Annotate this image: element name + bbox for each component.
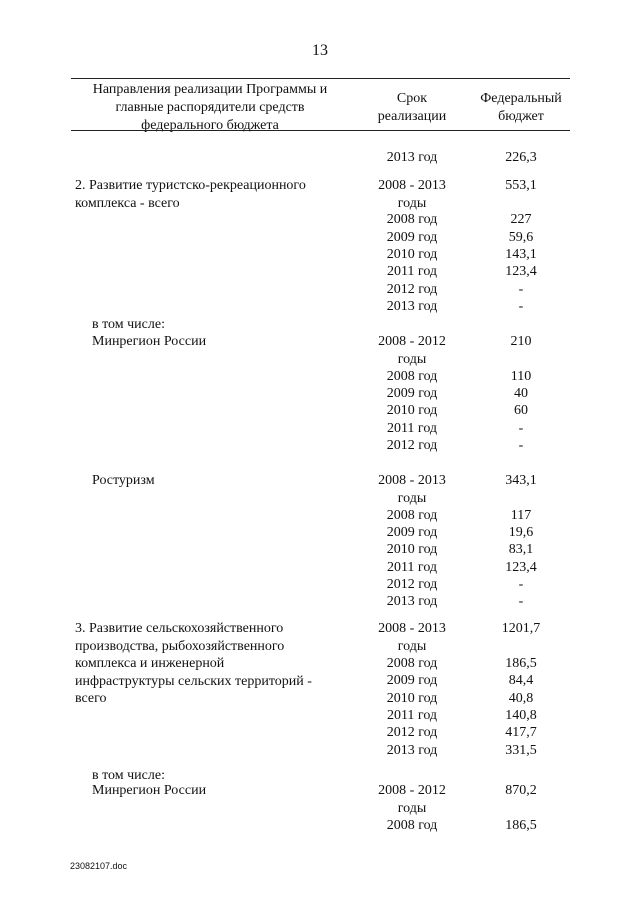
row-5-federal-budget: 123,4 <box>505 264 537 279</box>
row-8-direction: в том числе: <box>92 317 165 332</box>
page-number: 13 <box>312 42 328 59</box>
row-16-federal-budget: 117 <box>510 508 532 523</box>
row-27-period: 2012 год <box>386 725 438 740</box>
row-9-period: 2008 - 2012 годы <box>378 334 446 367</box>
row-4-federal-budget: 143,1 <box>505 247 537 262</box>
row-28-federal-budget: 331,5 <box>505 743 537 758</box>
row-3-federal-budget: 59,6 <box>508 230 534 245</box>
row-31-federal-budget: 186,5 <box>505 818 537 833</box>
row-12-period: 2010 год <box>386 403 438 418</box>
row-20-period: 2012 год <box>386 577 438 592</box>
row-4-period: 2010 год <box>386 247 438 262</box>
row-10-period: 2008 год <box>386 369 438 384</box>
row-28-period: 2013 год <box>386 743 438 758</box>
row-29-direction: в том числе: <box>92 768 165 783</box>
row-25-federal-budget: 40,8 <box>508 691 534 706</box>
header-federal-budget: Федеральный бюджет <box>480 91 562 124</box>
row-30-period: 2008 - 2012 годы <box>378 783 446 816</box>
row-26-period: 2011 год <box>386 708 438 723</box>
header-directions: Направления реализации Программы и главные распорядители средств федерального бюджета <box>92 82 328 133</box>
row-9-federal-budget: 210 <box>510 334 532 349</box>
row-30-federal-budget: 870,2 <box>505 783 537 798</box>
row-6-federal-budget: - <box>518 282 524 297</box>
row-1-direction: 2. Развитие туристско-рекреационного комплекса - всего <box>75 178 306 211</box>
row-5-period: 2011 год <box>386 264 438 279</box>
row-7-period: 2013 год <box>386 299 438 314</box>
row-0-federal-budget: 226,3 <box>505 150 537 165</box>
row-22-direction: 3. Развитие сельскохозяйственного производства, рыбохозяйственного комплекса и инженерной инфраструктуры сельских территорий - всего <box>75 621 312 706</box>
row-24-period: 2009 год <box>386 673 438 688</box>
row-10-federal-budget: 110 <box>510 369 532 384</box>
row-21-federal-budget: - <box>518 594 524 609</box>
row-22-federal-budget: 1201,7 <box>501 621 541 636</box>
row-22-period: 2008 - 2013 годы <box>378 621 446 654</box>
row-25-period: 2010 год <box>386 691 438 706</box>
row-21-period: 2013 год <box>386 594 438 609</box>
row-18-period: 2010 год <box>386 542 438 557</box>
row-30-direction: Минрегион России <box>92 783 207 798</box>
row-1-period: 2008 - 2013 годы <box>378 178 446 211</box>
row-31-period: 2008 год <box>386 818 438 833</box>
row-7-federal-budget: - <box>518 299 524 314</box>
row-20-federal-budget: - <box>518 577 524 592</box>
row-12-federal-budget: 60 <box>514 403 528 418</box>
row-2-federal-budget: 227 <box>510 212 532 227</box>
row-1-federal-budget: 553,1 <box>505 178 537 193</box>
row-11-period: 2009 год <box>386 386 438 401</box>
row-15-federal-budget: 343,1 <box>505 473 537 488</box>
row-23-period: 2008 год <box>386 656 438 671</box>
header-period: Срок реализации <box>377 91 447 124</box>
footer-filename: 23082107.doc <box>70 861 128 871</box>
row-23-federal-budget: 186,5 <box>505 656 537 671</box>
row-15-period: 2008 - 2013 годы <box>378 473 446 506</box>
row-17-federal-budget: 19,6 <box>508 525 534 540</box>
row-13-federal-budget: - <box>518 421 524 436</box>
row-19-federal-budget: 123,4 <box>505 560 537 575</box>
row-14-period: 2012 год <box>386 438 438 453</box>
row-16-period: 2008 год <box>386 508 438 523</box>
row-9-direction: Минрегион России <box>92 334 207 349</box>
row-15-direction: Ростуризм <box>92 473 155 488</box>
row-19-period: 2011 год <box>386 560 438 575</box>
row-17-period: 2009 год <box>386 525 438 540</box>
row-14-federal-budget: - <box>518 438 524 453</box>
row-26-federal-budget: 140,8 <box>505 708 537 723</box>
row-24-federal-budget: 84,4 <box>508 673 534 688</box>
row-27-federal-budget: 417,7 <box>505 725 537 740</box>
row-3-period: 2009 год <box>386 230 438 245</box>
row-0-period: 2013 год <box>386 150 438 165</box>
row-11-federal-budget: 40 <box>514 386 528 401</box>
row-18-federal-budget: 83,1 <box>508 542 534 557</box>
row-6-period: 2012 год <box>386 282 438 297</box>
row-2-period: 2008 год <box>386 212 438 227</box>
row-13-period: 2011 год <box>386 421 438 436</box>
